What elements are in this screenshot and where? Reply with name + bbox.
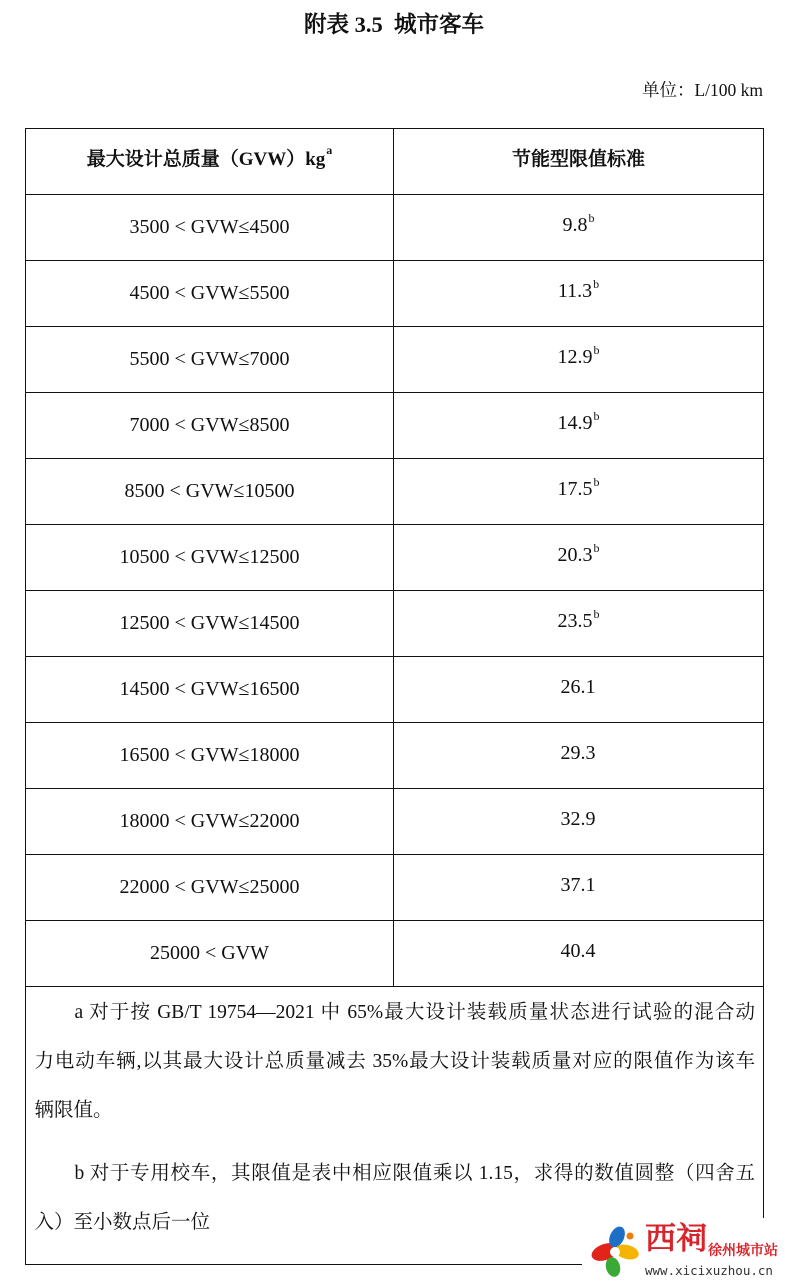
gvw-range: 22000 < GVW≤25000 bbox=[119, 876, 300, 898]
limit-value-cell bbox=[394, 789, 763, 854]
note-line: a 对于按 GB/T 19754—2021 中 65%最大设计装载质量状态进行试验的混合动 bbox=[74, 1002, 755, 1023]
gvw-range-cell bbox=[26, 921, 394, 986]
gvw-range-cell bbox=[26, 855, 394, 920]
limit-value-cell bbox=[394, 921, 763, 986]
table-row bbox=[26, 327, 763, 393]
limit-value: 37.1 bbox=[560, 874, 596, 896]
header-cell-gvw: 最大设计总质量（GVW）kg a bbox=[26, 129, 394, 194]
limit-value-cell: 9.8 b bbox=[562, 210, 595, 236]
gvw-range: 8500 < GVW≤10500 bbox=[124, 480, 295, 502]
limit-value: 26.1 bbox=[560, 676, 596, 698]
limit-value: 32.9 bbox=[560, 808, 596, 830]
limit-value-cell: 17.5 b bbox=[557, 474, 600, 500]
table-row bbox=[26, 921, 763, 987]
table-row bbox=[26, 195, 763, 261]
header-gvw-text: 最大设计总质量（GVW）kg bbox=[86, 149, 326, 170]
limit-value-cell bbox=[394, 657, 763, 722]
table-row bbox=[26, 723, 763, 789]
gvw-range: 18000 < GVW≤22000 bbox=[119, 810, 300, 832]
table-notes bbox=[26, 987, 763, 1247]
gvw-range: 14500 < GVW≤16500 bbox=[119, 678, 300, 700]
limit-value-cell: 23.5 b bbox=[557, 606, 600, 632]
limit-value: 29.3 bbox=[560, 742, 596, 764]
note-line: b 对于专用校车，其限值是表中相应限值乘以 1.15，求得的数值圆整（四舍五 bbox=[74, 1163, 755, 1184]
table-row bbox=[26, 789, 763, 855]
note-line: 力电动车辆,以其最大设计总质量减去 35%最大设计装载质量对应的限值作为该车 bbox=[34, 1051, 755, 1072]
watermark-brand: 西祠 bbox=[645, 1221, 707, 1257]
table-header-row bbox=[26, 129, 763, 195]
table-row bbox=[26, 393, 763, 459]
gvw-range: 5500 < GVW≤7000 bbox=[129, 348, 290, 370]
note-line: 辆限值。 bbox=[34, 1100, 113, 1121]
table-row bbox=[26, 657, 763, 723]
table-row bbox=[26, 261, 763, 327]
gvw-range: 16500 < GVW≤18000 bbox=[119, 744, 300, 766]
gvw-range-cell bbox=[26, 261, 394, 326]
unit-label: 单位：L/100 km bbox=[641, 80, 763, 100]
limit-value: 23.5 bbox=[557, 610, 593, 632]
note-line: 入）至小数点后一位 bbox=[34, 1212, 211, 1233]
gvw-range-cell bbox=[26, 591, 394, 656]
gvw-range-cell bbox=[26, 195, 394, 260]
gvw-range-cell bbox=[26, 657, 394, 722]
gvw-range: 4500 < GVW≤5500 bbox=[129, 282, 290, 304]
flower-logo-icon bbox=[586, 1222, 642, 1278]
table-row bbox=[26, 525, 763, 591]
header-limit-text: 节能型限值标准 bbox=[511, 149, 645, 170]
gvw-range-cell bbox=[26, 723, 394, 788]
limit-value: 20.3 bbox=[557, 544, 593, 566]
gvw-range: 3500 < GVW≤4500 bbox=[129, 216, 290, 238]
gvw-range-cell bbox=[26, 789, 394, 854]
gvw-range: 10500 < GVW≤12500 bbox=[119, 546, 300, 568]
limit-value: 11.3 bbox=[557, 280, 593, 302]
gvw-range-cell bbox=[26, 327, 394, 392]
table-row bbox=[26, 855, 763, 921]
limit-value: 12.9 bbox=[557, 346, 593, 368]
limit-value-cell bbox=[394, 855, 763, 920]
gvw-range: 25000 < GVW bbox=[149, 942, 270, 964]
gvw-range-cell bbox=[26, 393, 394, 458]
note-a bbox=[35, 988, 756, 1135]
limit-value: 17.5 bbox=[557, 478, 593, 500]
limit-value-cell: 12.9 b bbox=[557, 342, 600, 368]
limit-value: 9.8 bbox=[562, 214, 588, 236]
limit-value-cell: 14.9 b bbox=[557, 408, 600, 434]
gvw-range-cell bbox=[26, 459, 394, 524]
table-row bbox=[26, 459, 763, 525]
header-cell-limit bbox=[394, 129, 763, 194]
fuel-limit-table bbox=[25, 128, 764, 1265]
limit-value-cell: 11.3 b bbox=[557, 276, 600, 302]
limit-value: 40.4 bbox=[560, 940, 596, 962]
gvw-range: 12500 < GVW≤14500 bbox=[119, 612, 300, 634]
limit-value-cell bbox=[394, 723, 763, 788]
site-watermark bbox=[582, 1218, 788, 1284]
watermark-url: www.xicixuzhou.cn bbox=[645, 1263, 773, 1278]
watermark-site: 徐州城市站 bbox=[708, 1243, 778, 1259]
table-row bbox=[26, 591, 763, 657]
gvw-range-cell bbox=[26, 525, 394, 590]
table-title: 附表 3.5 城市客车 bbox=[303, 12, 484, 37]
limit-value-cell: 20.3 b bbox=[557, 540, 600, 566]
limit-value: 14.9 bbox=[557, 412, 593, 434]
gvw-range: 7000 < GVW≤8500 bbox=[129, 414, 290, 436]
